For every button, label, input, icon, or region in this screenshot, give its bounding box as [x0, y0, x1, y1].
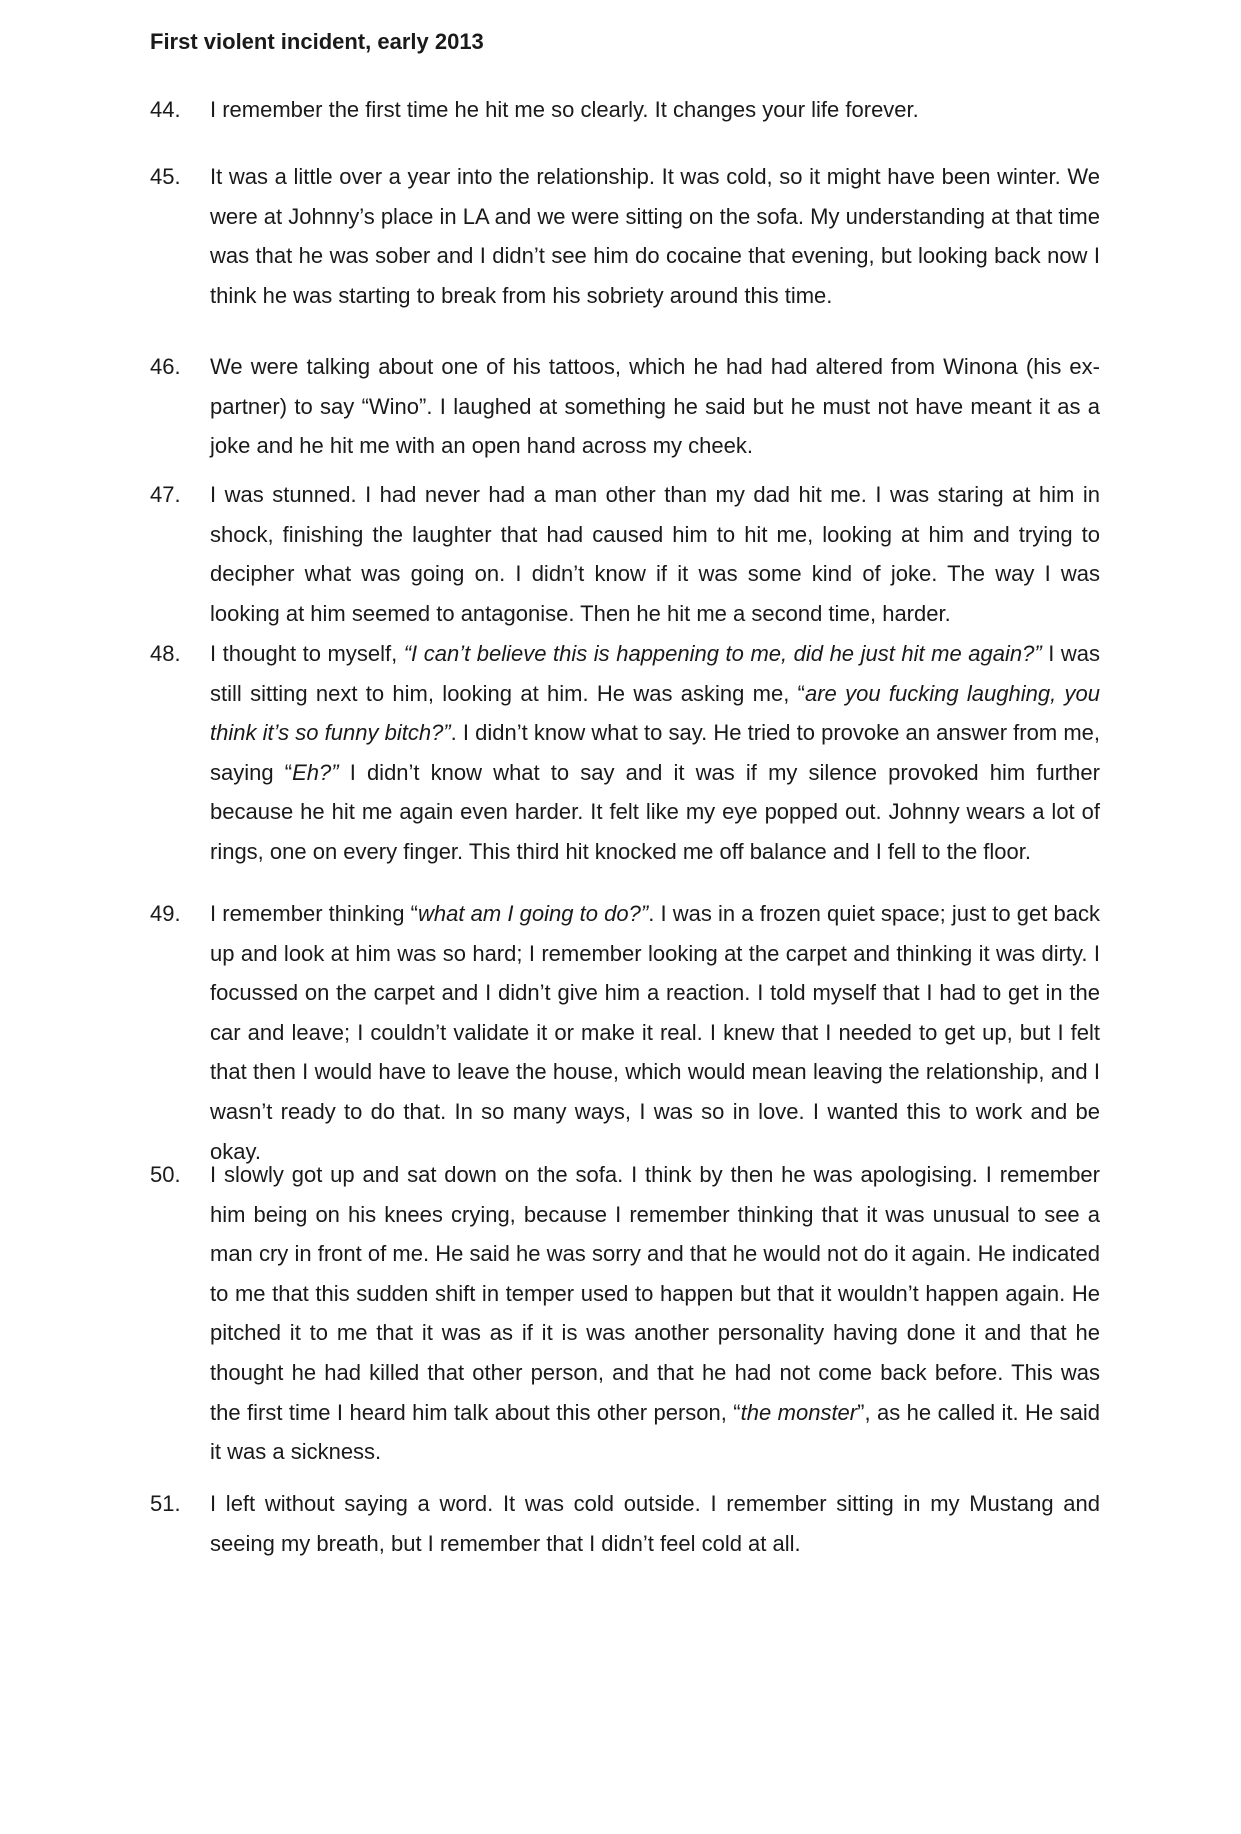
paragraph-number: 47.	[150, 482, 181, 507]
italic-quote: “I can’t believe this is happening to me, did he just hit me again?”	[403, 641, 1042, 666]
paragraph-text	[210, 347, 1100, 466]
text-segment: It was a little over a year into the relationship. It was cold, so it might have been winter. We were at Johnny’s place in LA and we were sitting on the sofa. My understanding at that time was that he was sober and I didn’t see him do cocaine that evening, but looking back now I think he was starting to break from his sobriety around this time.	[210, 164, 1100, 308]
section-heading: First violent incident, early 2013	[150, 29, 484, 54]
paragraph-text	[210, 894, 1100, 1171]
paragraph-number: 45.	[150, 164, 181, 189]
paragraph-number: 48.	[150, 641, 181, 666]
paragraph-text	[210, 1484, 1100, 1563]
text-segment: I remember thinking “	[210, 901, 419, 926]
paragraph-text	[210, 634, 1100, 872]
italic-quote: Eh?”	[292, 759, 339, 785]
paragraph-text	[210, 475, 1100, 633]
text-segment: I thought to myself,	[210, 641, 404, 666]
text-segment: We were talking about one of his tattoos, which he had had altered from Winona (his ex-partner) to say “Wino”. I laughed at something he said but he must not have meant it as a joke and he hit me with an open hand across my cheek.	[210, 354, 1100, 459]
text-segment: I didn’t know what to say and it was if my silence provoked him further because he hit me again even harder. It felt like my eye popped out. Johnny wears a lot of rings, one on every finger. This third hit knocked me off balance and I fell to the floor.	[210, 759, 1100, 864]
italic-quote: the monster	[740, 1399, 858, 1425]
paragraph-text	[210, 1155, 1100, 1472]
text-segment: . I didn’t know what to say. He tried to provoke an answer from me, saying “	[210, 720, 1100, 785]
text-segment: I was still sitting next to him, looking at him. He was asking me, “	[210, 641, 1100, 706]
italic-quote: are you fucking laughing, you think it’s so funny bitch?”	[210, 680, 1100, 746]
paragraph-number: 44.	[150, 97, 181, 122]
paragraph-text	[210, 90, 1100, 130]
text-segment: I slowly got up and sat down on the sofa. I think by then he was apologising. I remember him being on his knees crying, because I remember thinking that it was unusual to see a man cry in front of me. He said he was sorry and that he would not do it again. He indicated to me that this sudden shift in temper used to happen but that it wouldn’t happen again. He pitched it to me that it was as if it is was another personality having done it and that he thought he had killed that other person, and that he had not come back before. This was the first time I heard him talk about this other person, “	[210, 1162, 1100, 1425]
text-segment: . I was in a frozen quiet space; just to get back up and look at him was so hard; I remember looking at the carpet and thinking it was dirty. I focussed on the carpet and I didn’t give him a reaction. I told myself that I had to get in the car and leave; I couldn’t validate it or make it real. I knew that I needed to get up, but I felt that then I would have to leave the house, which would mean leaving the relationship, and I wasn’t ready to do that. In so many ways, I was so in love. I wanted this to work and be okay.	[210, 901, 1100, 1164]
text-segment: I remember the first time he hit me so clearly. It changes your life forever.	[210, 97, 919, 122]
paragraph-number: 49.	[150, 901, 181, 926]
text-segment: I left without saying a word. It was cold outside. I remember sitting in my Mustang and seeing my breath, but I remember that I didn’t feel cold at all.	[210, 1491, 1100, 1556]
paragraph-number: 46.	[150, 354, 181, 379]
paragraph-number: 51.	[150, 1491, 181, 1516]
text-segment: I was stunned. I had never had a man other than my dad hit me. I was staring at him in shock, finishing the laughter that had caused him to hit me, looking at him and trying to decipher what was going on. I didn’t know if it was some kind of joke. The way I was looking at him seemed to antagonise. Then he hit me a second time, harder.	[210, 482, 1100, 626]
italic-quote: what am I going to do?”	[418, 901, 649, 926]
paragraph-number: 50.	[150, 1162, 181, 1187]
paragraph-text	[210, 157, 1100, 315]
text-segment: ”, as he called it. He said it was a sickness.	[210, 1399, 1100, 1465]
